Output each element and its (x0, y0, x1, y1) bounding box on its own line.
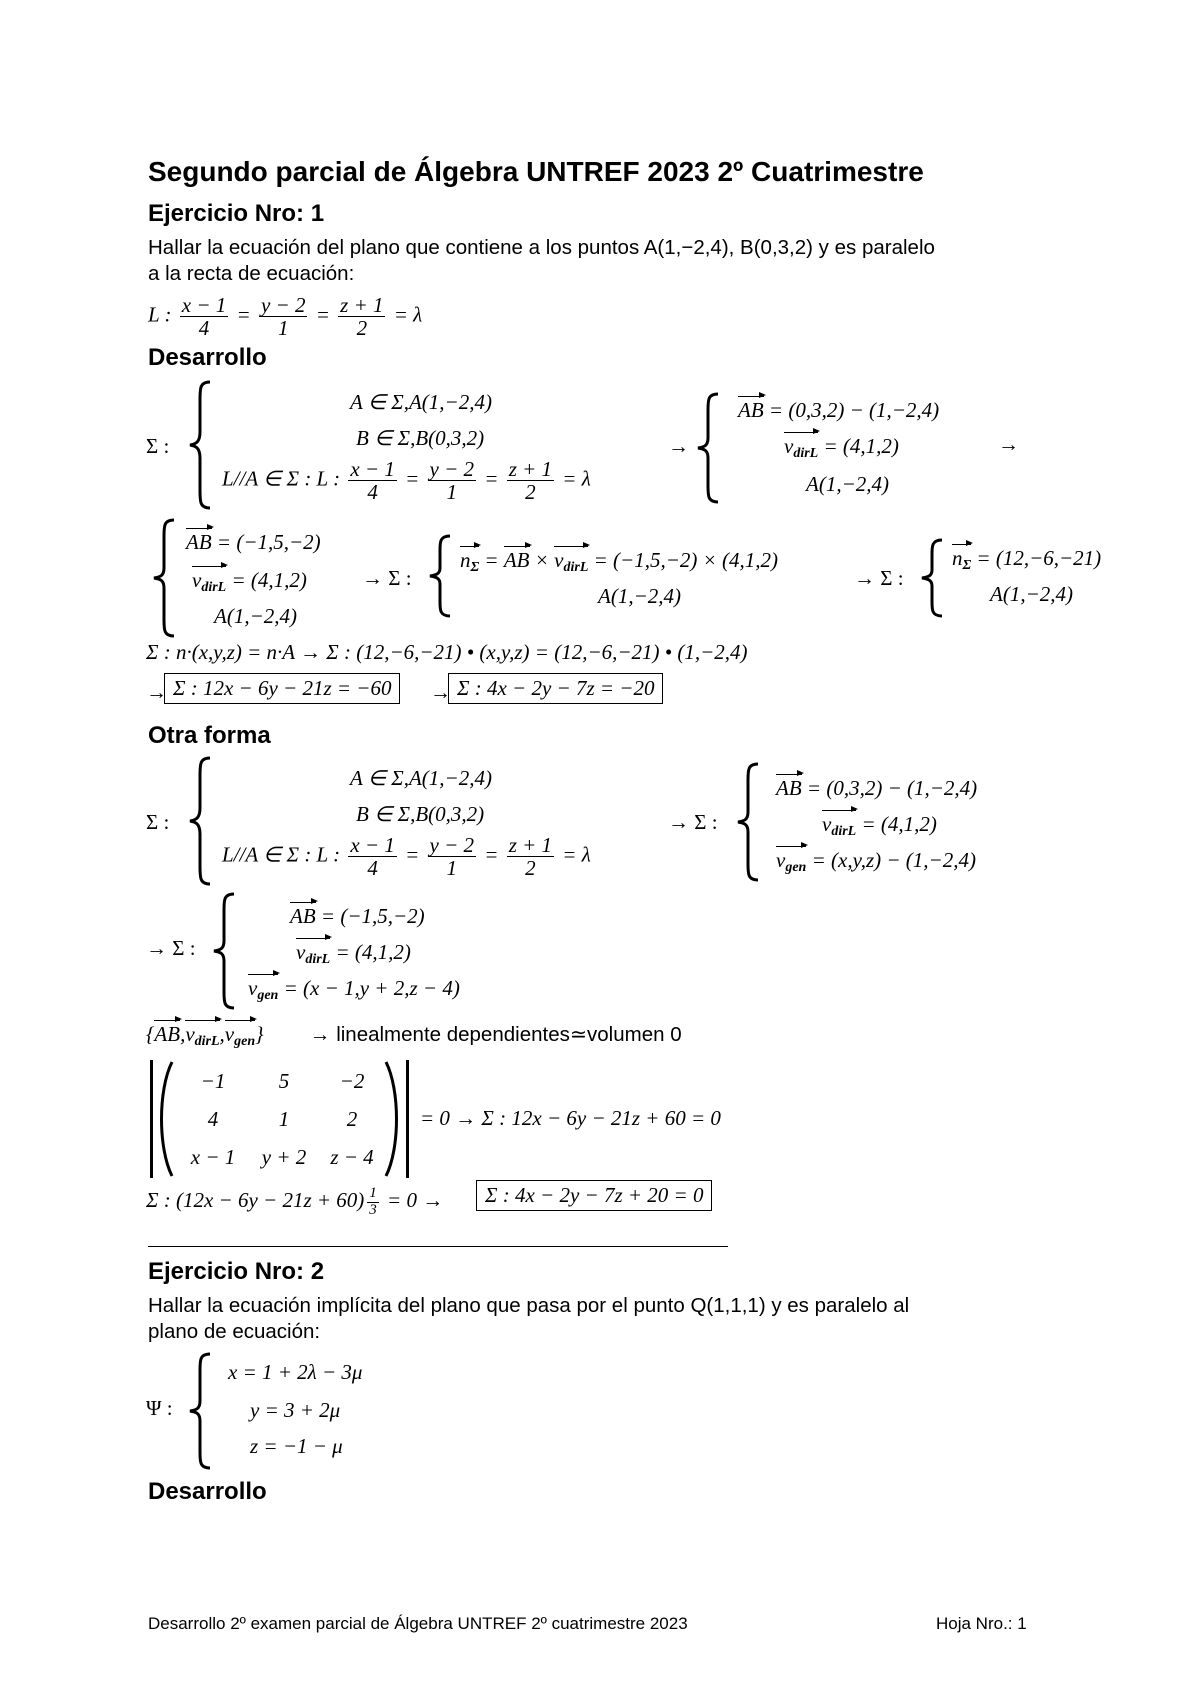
sigma-label-2: Σ : (146, 810, 170, 834)
psi-label: Ψ : (146, 1396, 173, 1420)
exercise-2-heading: Ejercicio Nro: 2 (148, 1258, 325, 1285)
left-brace (186, 380, 216, 510)
exercise-1-statement-line2: a la recta de ecuación: (148, 262, 355, 285)
sys1-row1: A ∈ Σ,A(1,−2,4) (350, 390, 492, 414)
left-brace (918, 538, 948, 618)
sys1-row3: L//A ∈ Σ : L : $\frac{x - 1}{4}$ = $\frac{y - 2}{1}$ = $\frac{z + 1}{2}$ = λ (222, 457, 591, 505)
page-title: Segundo parcial de Álgebra UNTREF 2023 2º Cuatrimestre (148, 156, 924, 187)
sys4-row2: A(1,−2,4) (598, 584, 681, 608)
arrow: → (146, 680, 167, 704)
sys3-row2: $v_{dirL} = (4,1,2)$ (192, 568, 307, 595)
determinant-result: = 0 → Σ : 12x − 6y − 21z + 60 = 0 (420, 1106, 721, 1130)
sys4-row1: $n_\Sigma$ = AB × $v_{dirL} = (-1,5,-2) \times (4,1,2)$ (460, 548, 779, 575)
left-brace (150, 518, 180, 638)
result-box-1: Σ : 12x − 6y − 21z = −60 (164, 673, 400, 704)
sys5-row2: A(1,−2,4) (990, 582, 1073, 606)
exercise-1-statement-line1: Hallar la ecuación del plano que contiene a los puntos A(1,−2,4), B(0,3,2) y es paralelo (148, 236, 935, 259)
sys2-row1: AB = (0,3,2) − (1,−2,4) (738, 398, 940, 422)
arrow: → (998, 432, 1019, 456)
result-box-2: Σ : 4x − 2y − 7z = −20 (448, 673, 663, 704)
sys1-row2: B ∈ Σ,B(0,3,2) (356, 426, 485, 450)
matrix: −1 5 −2 4 1 2 x − 1 y + 2 z − 4 (190, 1068, 374, 1169)
left-brace (210, 892, 240, 1010)
sys6a-row2: B ∈ Σ,B(0,3,2) (356, 802, 485, 826)
footer-right: Hoja Nro.: 1 (936, 1614, 1027, 1633)
sys2-row3: A(1,−2,4) (806, 472, 889, 496)
sys7-row3: $v_{gen} = (x - 1,y + 2,z - 4)$ (248, 976, 460, 1003)
sys7-row1: AB = (−1,5,−2) (290, 904, 425, 928)
line-equation: L : $\frac{x - 1}{4}$ = $\frac{y - 2}{1}$ = $\frac{z + 1}{2}$ = λ (148, 293, 423, 341)
arrow-sigma: → Σ : (668, 810, 718, 834)
matrix-paren-left (156, 1060, 176, 1178)
left-brace (426, 534, 456, 618)
otra-forma-heading: Otra forma (148, 722, 271, 749)
desarrollo-heading-1: Desarrollo (148, 344, 267, 371)
arrow: → (668, 434, 689, 458)
left-brace (734, 762, 764, 882)
psi-row1: x = 1 + 2λ − 3μ (228, 1360, 363, 1384)
sys6a-row3: L//A ∈ Σ : L : $\frac{x - 1}{4}$ = $\frac{y - 2}{1}$ = $\frac{z + 1}{2}$ = λ (222, 833, 591, 881)
left-brace (186, 756, 216, 886)
sys6-row2: $v_{dirL} = (4,1,2)$ (822, 812, 937, 839)
sys3-row1: AB = (−1,5,−2) (186, 530, 321, 554)
sys2-row2: $v_{dirL} = (4,1,2)$ (784, 434, 899, 461)
result-box-3: Σ : 4x − 2y − 7z + 20 = 0 (476, 1180, 712, 1211)
exercise-2-statement-line2: plano de ecuación: (148, 1320, 321, 1343)
arrow: → (430, 680, 451, 704)
psi-row2: y = 3 + 2μ (250, 1398, 341, 1422)
normal-equation: Σ : n·(x,y,z) = n·A → Σ : (12,−6,−21) • (x,y,z) = (12,−6,−21) • (1,−2,4) (146, 640, 748, 664)
arrow-sigma: → Σ : (854, 566, 904, 590)
sys6-row3: $v_{gen} = (x,y,z) - (1,-2,4)$ (776, 848, 976, 875)
sys6-row1: AB = (0,3,2) − (1,−2,4) (776, 776, 978, 800)
left-brace (186, 1352, 216, 1470)
sys6a-row1: A ∈ Σ,A(1,−2,4) (350, 766, 492, 790)
sys3-row3: A(1,−2,4) (214, 604, 297, 628)
arrow-sigma: → Σ : (146, 936, 196, 960)
linear-dependence-text: → linealmente dependientes≃volumen 0 (310, 1023, 682, 1046)
det-bar-right (406, 1060, 409, 1178)
exercise-2-statement-line1: Hallar la ecuación implícita del plano que pasa por el punto Q(1,1,1) y es paralelo al (148, 1294, 910, 1317)
psi-row3: z = −1 − μ (250, 1434, 343, 1458)
vector-set: $\{AB,v_{dirL},v_{gen}\}$ (146, 1022, 264, 1049)
final-equation: Σ : (12x − 6y − 21z + 60) $\frac{1}{3}$ = 0 → (146, 1185, 444, 1218)
sys7-row2: $v_{dirL} = (4,1,2)$ (296, 940, 411, 967)
desarrollo-heading-2: Desarrollo (148, 1478, 267, 1505)
det-bar-left (150, 1060, 153, 1178)
sigma-label-1: Σ : (146, 434, 170, 458)
left-brace (694, 392, 724, 504)
sys5-row1: $n_\Sigma = (12,-6,-21)$ (952, 546, 1102, 573)
arrow-sigma: → Σ : (362, 566, 412, 590)
exercise-1-heading: Ejercicio Nro: 1 (148, 200, 325, 227)
section-divider (148, 1246, 728, 1247)
footer-left: Desarrollo 2º examen parcial de Álgebra UNTREF 2º cuatrimestre 2023 (148, 1614, 688, 1633)
